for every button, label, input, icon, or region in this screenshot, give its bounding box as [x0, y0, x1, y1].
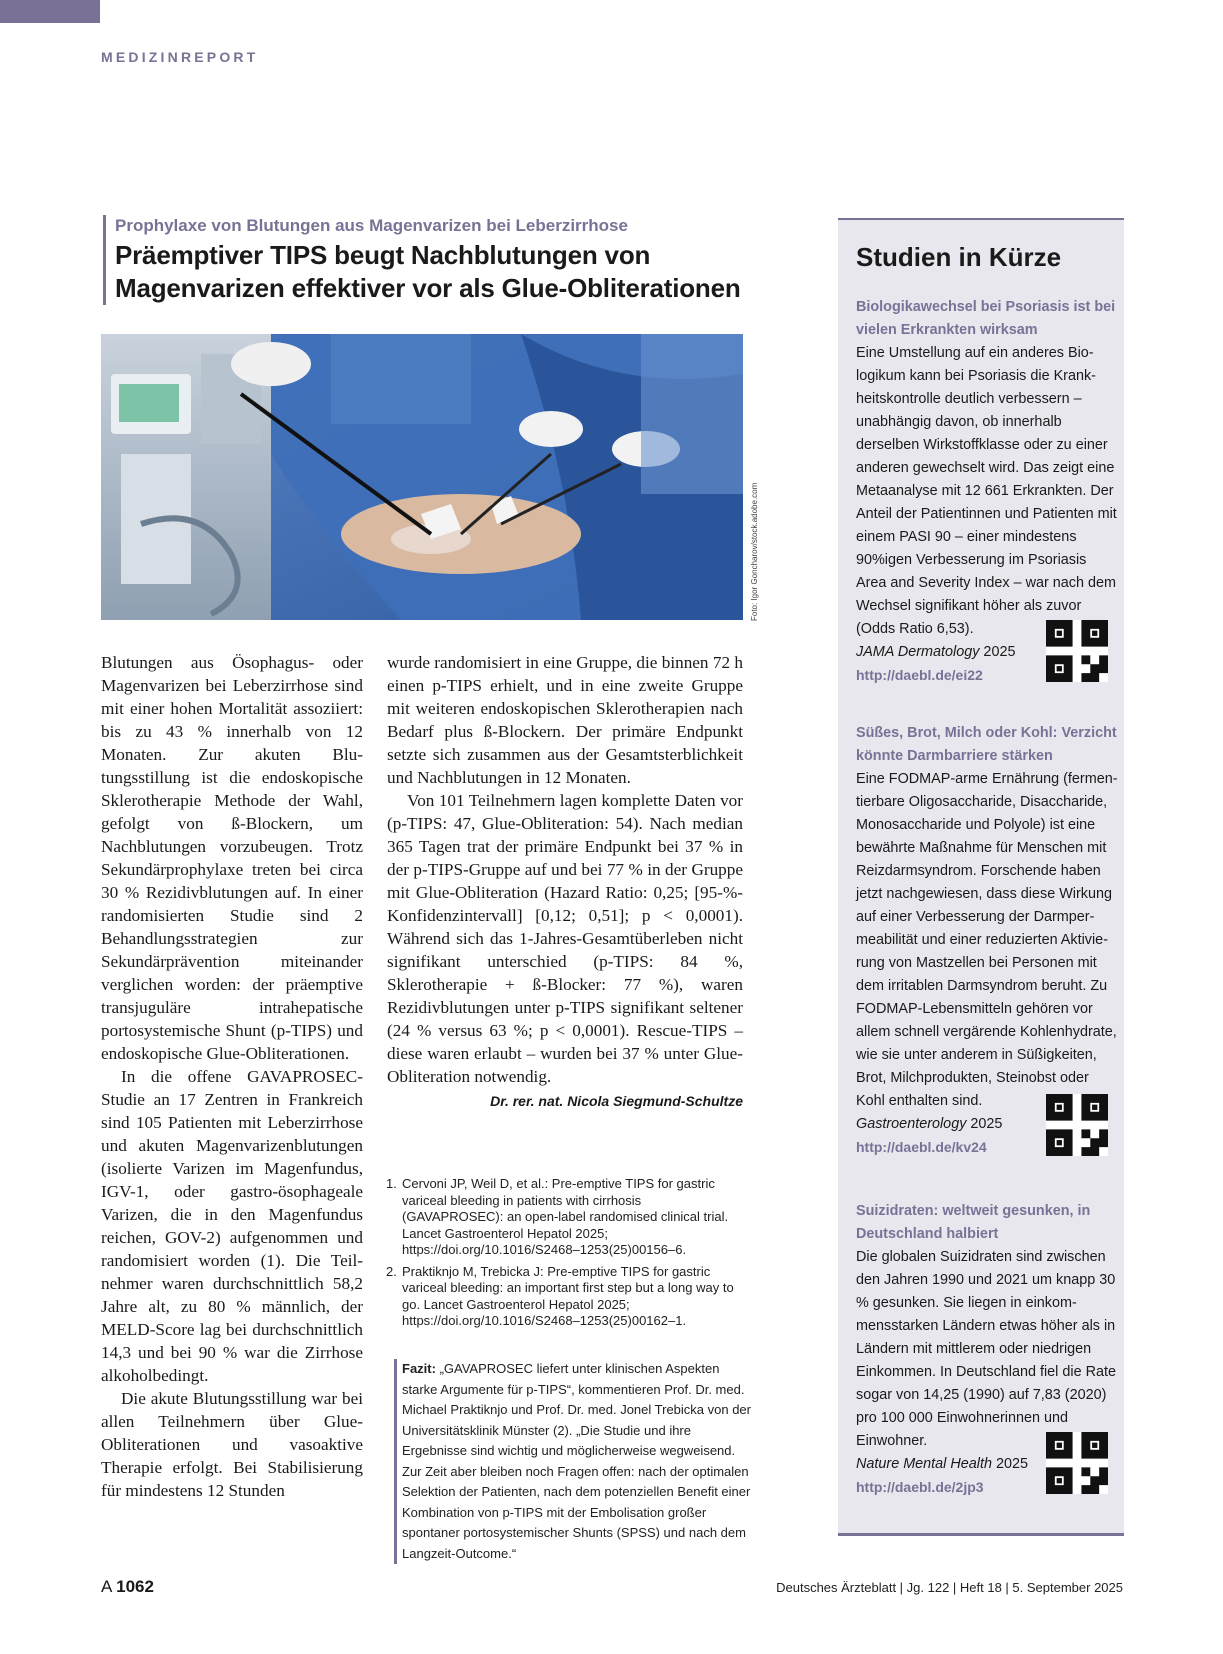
headline-block: [103, 215, 753, 305]
reference-number: 2.: [386, 1263, 397, 1279]
studies-sidebar: [838, 218, 1124, 1536]
study-body: Eine FODMAP-arme Ernährung (fermentierbare Oligosaccharide, Disaccharide, Monosaccharide und Polyole) ist eine bewährte Maßnahme für Menschen mit Reizdarmsyndrom. Forschende haben jetzt nachgewiesen, dass diese Wirkung auf einer Verbesserung der Darmpermeabilität und einer reduzierten Aktivierung von Mastzellen bei Personen mit dem irritablen Darmsyndrom beruht. Zu FODMAP-Lebensmitteln gehören vor allem schnell vergärende Kohlenhydrate, wie sie unter anderem in Süßigkeiten, Brot, Milchprodukten, Steinobst oder Kohl enthalten sind.: [856, 771, 1118, 1109]
article-kicker: Prophylaxe von Blutungen aus Magenvarizen bei Leberzirrhose: [115, 216, 628, 235]
surgery-photo: [101, 334, 743, 620]
surgery-illustration: [101, 334, 743, 620]
reference-item: [386, 1264, 746, 1330]
paragraph: wurde randomisiert in eine Gruppe, die binnen 72 h einen p-TIPS erhielt, und in eine zweite Gruppe mit weiteren endoskopischen Sklerotherapien nach Bedarf plus ß-Blockern. Der primäre Endpunkt setzte sich zusammen aus der Gesamtsterblichkeit und Nachblutungen in 12 Monaten.: [387, 653, 743, 787]
study-year: 2025: [979, 644, 1016, 660]
references-list: [386, 1176, 746, 1335]
headline-line-2: Magenvarizen effektiver vor als Glue-Obliterationen: [115, 273, 741, 303]
paragraph: In die offene GAVAPROSEC-Studie an 17 Zentren in Frankreich sind 105 Patienten mit Leberzirrhose und akuten Magenvarizenblutungen (isolierte Varizen im Magenfundus, IGV-1, oder gastro-ösophageale Varizen, die in den Magenfundus reichen, GOV-2) aufgenommen und randomisiert worden (1). Die Teilnehmer waren durchschnittlich 58,2 Jahre alt, zu 80 % männlich, der MELD-Score lag bei durchschnittlich 14,3 und bei 90 % war die Zirrhose alkoholbedingt.: [101, 1067, 363, 1385]
study-headline: Süßes, Brot, Milch oder Kohl: Verzicht könnte Darmbarriere stärken: [856, 725, 1117, 764]
qr-code-icon[interactable]: [1046, 1432, 1108, 1494]
study-headline: Suizidraten: weltweit gesunken, in Deutschland halbiert: [856, 1203, 1091, 1242]
reference-item: [386, 1176, 746, 1259]
paragraph: Blutungen aus Ösophagus- oder Magenvarizen bei Leberzirrhose sind mit einer hohen Mortalität assoziiert: bis zu 43 % innerhalb von 12 Monaten. Zur akuten Blutungsstillung ist die endoskopische Sklerotherapie Methode der Wahl, gefolgt von ß-Blockern, um Nachblutungen vorzubeugen. Trotz Sekundärprophylaxe treten bei circa 30 % Rezidivblutungen auf. In einer randomisierten Studie sind 2 Behandlungsstrategien zur Sekundärprävention miteinander verglichen worden: der präemptive transjuguläre intrahepatische portosystemische Shunt (p-TIPS) und endoskopische Glue-Obliterationen.: [101, 653, 363, 1063]
page-number: A 1062: [101, 1577, 154, 1596]
fazit-text: „GAVAPROSEC liefert unter klinischen Aspekten starke Argumente für p-TIPS“, kommentieren Prof. Dr. med. Michael Praktiknjo und Prof. Dr. med. Jonel Trebicka von der Universitätsklinik Münster (2). „Die Studie und ihre Ergebnisse sind wichtig und möglicherweise wegweisend. Zur Zeit aber bleiben noch Fragen offen: nach der optimalen Selektion der Patienten, nach dem potenziellen Benefit einer Kombination von p-TIPS mit der Embolisation großer spontaner portosystemischer Shunts (SPSS) und nach dem Langzeit-Outcome.“: [402, 1361, 751, 1561]
reference-number: 1.: [386, 1176, 397, 1191]
study-headline: Biologikawechsel bei Psoriasis ist bei vielen Erkrankten wirksam: [856, 299, 1116, 338]
qr-code-icon[interactable]: [1046, 1094, 1108, 1156]
article-headline: [115, 239, 753, 305]
paragraph: Die akute Blutungsstillung war bei allen Teilnehmern über Glue-Obliterationen und vasoaktive Therapie erfolgt. Bei Stabilisierung für mindestens 12 Stunden: [101, 1389, 363, 1500]
corner-color-tab: [0, 0, 100, 23]
fazit-label: Fazit:: [402, 1361, 436, 1376]
qr-code-icon[interactable]: [1046, 620, 1108, 682]
article-column-2: [387, 651, 743, 1113]
study-year: 2025: [991, 1456, 1028, 1472]
reference-text: Praktiknjo M, Trebicka J: Pre-emptive TIPS for gastric variceal bleeding: an important first step but a long way to go. Lancet Gastroenterol Hepatol 2025; https://doi.org/10.1016/S2468–1253(25)00162–1.: [402, 1263, 734, 1328]
reference-text: Cervoni JP, Weil D, et al.: Pre-emptive TIPS for gastric variceal bleeding in patients with cirrhosis (GAVAPROSEC): an open-label randomised clinical trial. Lancet Gastroenterol Hepatol 2025; https://doi.org/10.1016/S2468–1253(25)00156–6.: [402, 1176, 729, 1257]
study-journal: Nature Mental Health: [856, 1456, 992, 1472]
study-year: 2025: [966, 1116, 1003, 1132]
study-link[interactable]: http://daebl.de/ei22: [856, 667, 983, 683]
photo-credit: Foto: Igor Goncharov/stock.adobe.com: [750, 482, 759, 621]
sidebar-title: Studien in Kürze: [856, 242, 1062, 272]
study-link[interactable]: http://daebl.de/2jp3: [856, 1479, 984, 1495]
section-label: MEDIZINREPORT: [101, 49, 259, 65]
headline-line-1: Präemptiver TIPS beugt Nachblutungen von: [115, 240, 651, 270]
publication-info: Deutsches Ärzteblatt | Jg. 122 | Heft 18 | 5. September 2025: [776, 1580, 1123, 1595]
study-body: Eine Umstellung auf ein anderes Biologikum kann bei Psoriasis die Krankheitskontrolle deutlich verbessern – unabhängig davon, ob innerhalb derselben Wirkstoffklasse oder zu einer anderen gewechselt wird. Das zeigt eine Metaanalyse mit 12 661 Erkrankten. Der Anteil der Patientinnen und Patienten mit einem PASI 90 – einer mindestens 90%igen Verbesserung im Psoriasis Area and Severity Index – war nach dem Wechsel signifikant höher als zuvor (Odds Ratio 6,53).: [856, 345, 1117, 637]
fazit-box: [394, 1359, 754, 1564]
article-column-1: [101, 651, 363, 1502]
study-link[interactable]: http://daebl.de/kv24: [856, 1139, 987, 1155]
author-byline: Dr. rer. nat. Nicola Siegmund-Schultze: [490, 1093, 743, 1109]
study-body: Die globalen Suizidraten sind zwischen den Jahren 1990 und 2021 um knapp 30 % gesunken. Sie liegen in einkommensstarken Ländern etwas höher als in Ländern mit mittlerem oder niedrigen Einkommen. In Deutschland fiel die Rate sogar von 14,25 (1990) auf 7,83 (2020) pro 100 000 Einwohnerinnen und Einwohner.: [856, 1249, 1116, 1449]
study-journal: JAMA Dermatology: [856, 644, 980, 660]
paragraph: Von 101 Teilnehmern lagen komplette Daten vor (p-TIPS: 47, Glue-Obliteration: 54). Nach median 365 Tagen trat der primäre Endpunkt bei 37 % in der p-TIPS-Gruppe auf und bei 77 % in der Gruppe mit Glue-Obliteration (Hazard Ratio: 0,25; [95-%-Konfidenzintervall] [0,12; 0,51]; p < 0,0001). Während sich das 1-Jahres-Gesamtüberleben nicht signifikant unterschied (p-TIPS: 84 %, Sklerotherapie + ß-Blocker: 77 %), waren Rezidivblutungen unter p-TIPS signifikant seltener (24 % versus 63 %; p < 0,0001). Rescue-TIPS – diese waren erlaubt – wurden bei 37 % unter Glue-Obliteration notwendig.: [387, 791, 743, 1086]
study-journal: Gastroenterology: [856, 1116, 967, 1132]
